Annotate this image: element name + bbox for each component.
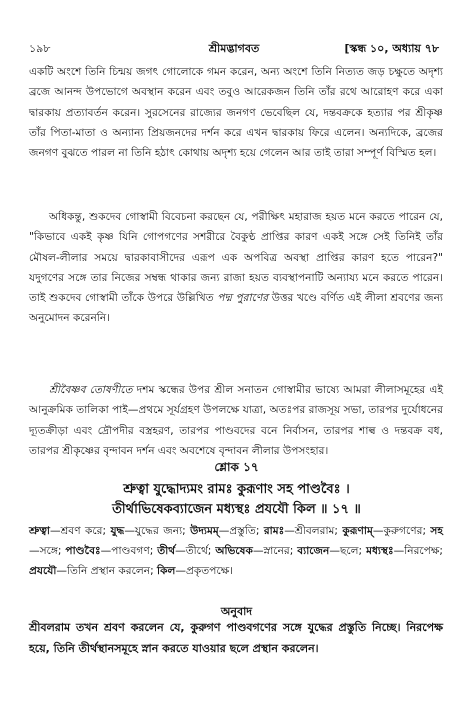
synonym-meaning: —শ্রবণ করে; [50, 525, 111, 537]
synonym-word: যুদ্ধ [110, 525, 125, 537]
verse-label: শ্লোক ১৭ [214, 460, 259, 474]
translation-text: শ্রীবলরাম তখন শ্রবণ করলেন যে, কুরুগণ পাণ্ডবগণের সঙ্গে যুদ্ধের প্রস্তুতি নিচ্ছে। নিরপেক্ষ হয়ে, তিনি তীর্থস্থানসমূহে স্নান করতে যাওয়ার ছলে প্রস্থান করলেন। [29, 621, 443, 655]
word-synonyms [29, 521, 443, 581]
paragraph-2-text-c: উত্তর খণ্ডে বর্ণিত এই লীলা শ্রবণের জন্য অনুমোদন করেননি। [29, 292, 444, 325]
synonym-word: প্রযযৌ [29, 565, 57, 577]
synonym-word: অভিষেক [215, 545, 253, 557]
paragraph-3-text: দশম স্কন্ধের উপর শ্রীল সনাতন গোস্বামীর ভাষ্যে আমরা লীলাসমূহের এই আনুক্রমিক তালিকা পাই—প্রথমে সূর্যগ্রহণ উপলক্ষে যাত্রা, অতঃপর রাজসূয় সভা, তারপর দুর্যোধনের দ্যূতক্রীড়া এবং দ্রৌপদীর বস্ত্রহরণ, তারপর পাণ্ডবদের বনে নির্বাসন, তারপর শাল্ব ও দন্তবক্র বধ, তারপর শ্রীকৃষ্ণের বৃন্দাবন দর্শন এবং অবশেষে বৃন্দাবন লীলার উপসংহার। [29, 384, 443, 457]
synonym-meaning: —প্রস্তুতি; [218, 525, 264, 537]
synonym-word: কিল [157, 565, 176, 577]
synonym-meaning: —নিরপেক্ষ; [393, 545, 443, 557]
synonym-meaning: —ছলে; [329, 545, 367, 557]
synonym-meaning: —শ্রীবলরাম; [284, 525, 343, 537]
synonym-word: উদ্যমম্ [190, 525, 219, 537]
synonym-word: ব্যাজেন [297, 545, 330, 557]
synonym-word: রামঃ [263, 525, 285, 537]
purport-paragraph-2 [29, 207, 443, 373]
translation-label: অনুবাদ [220, 605, 253, 618]
synonym-word: মধ্যস্থঃ [366, 545, 394, 557]
verse-line-1: শ্রুত্বা যুদ্ধোদ্যমং রামঃ কুরূণাং সহ পাণ্ডবৈঃ । [123, 482, 350, 497]
paragraph-3-commentary-title: শ্রীবৈষ্ণব তোষণীতে [49, 384, 133, 396]
synonym-meaning: —সঙ্গে; [29, 545, 66, 557]
verse-line-2: তীর্থাভিষেকব্যাজেন মধ্যস্থঃ প্রযযৌ কিল ॥ ১৭ ॥ [112, 502, 361, 517]
page-header [29, 40, 439, 56]
synonym-meaning: —স্নানের; [252, 545, 298, 557]
page-number: ১৯৮ [29, 42, 51, 55]
synonym-meaning: —কুরুগণের; [372, 525, 431, 537]
synonym-word: পাণ্ডবৈঃ [65, 545, 101, 557]
book-title: শ্রীমদ্ভাগবত [208, 42, 260, 55]
synonym-meaning: —প্রকৃতপক্ষে। [175, 565, 234, 577]
paragraph-2-scripture-title: পদ্ম পুরাণের [217, 292, 269, 305]
purport-paragraph-3 [29, 380, 443, 457]
purport-paragraph-1: একটি অংশে তিনি চিন্ময় জগৎ গোলোকে গমন করেন, অন্য অংশে তিনি নিত্যত জড় চক্ষুতে অদৃশ্য ব্রজে আনন্দ উপভোগে অবস্থান করেন এবং তবুও আরেকজন তিনি তাঁর রথে আরোহণ করে একা দ্বারকায় প্রত্যাবর্তন করেন। সুরসেনের রাজ্যের জনগণ ভেবেছিল যে, দন্তবক্রকে হত্যার পর শ্রীকৃষ্ণ তাঁর পিতা-মাতা ও অন্যান্য প্রিয়জনদের দর্শন করে এখন দ্বারকায় ফিরে এলেন। অন্যদিকে, ব্রজের জনগণ বুঝতে পারল না তিনি হঠাৎ কোথায় অদৃশ্য হয়ে গেলেন আর তাই তারা সম্পূর্ণ বিস্মিত হল। [29, 66, 443, 160]
synonym-meaning: —তিনি প্রস্থান করলেন; [56, 565, 158, 577]
section-reference: [স্কন্ধ ১০, অধ্যায় ৭৮ [344, 42, 439, 55]
synonym-meaning: —যুদ্ধের জন্য; [124, 525, 191, 537]
synonym-word: সহ [430, 525, 443, 537]
synonym-meaning: —তীর্থে; [175, 545, 216, 557]
synonym-word: তীর্থ [157, 545, 176, 557]
synonym-meaning: —পাণ্ডবগণ; [100, 545, 158, 557]
synonym-word: শ্রুত্বা [29, 525, 51, 537]
synonym-word: কুরূণাম্ [342, 525, 373, 537]
paragraph-2-text-a: অধিকন্তু, শুকদেব গোস্বামী বিবেচনা করছেন যে, পরীক্ষিৎ মহারাজ হয়ত মনে করতে পারেন যে, "কিভাবে একই কৃষ্ণ যিনি গোপগণের সশরীরে বৈকুণ্ঠ প্রাপ্তির কারণ একই সঙ্গে সেই তিনিই তাঁর মৌষল-লীলার সময়ে দ্বারকাবাসীদের এরূপ এক অপবিত্র অবস্থা প্রাপ্তির কারণ হতে পারেন?" যদুগণের সঙ্গে তার নিজের সম্বন্ধ থাকার জন্য রাজা হয়ত ব্যবস্থাপনাটি অন্যায্য মনে করতে পারেন। তাই শুকদেব গোস্বামী তাঁকে উপরে উল্লিখিত [29, 211, 443, 305]
